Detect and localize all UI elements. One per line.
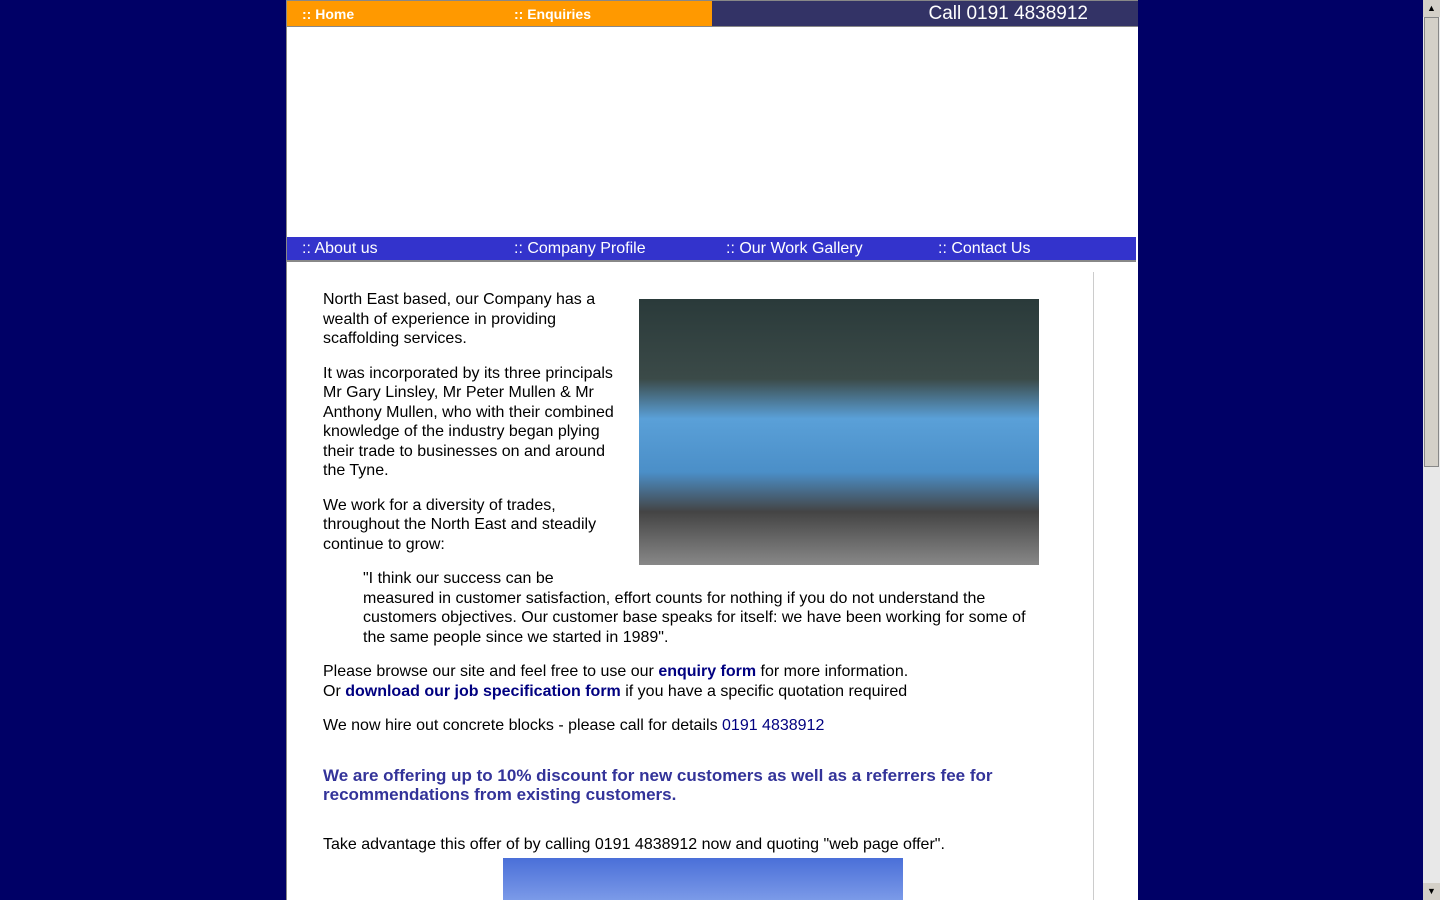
phone-number: 0191 4838912 xyxy=(722,717,825,734)
quotation-text: if you have a specific quotation required xyxy=(620,682,908,700)
history-text: It was incorporated by its three principals Mr Gary Linsley, Mr Peter Mullen & Mr Anthony Mullen, who with their combined knowledge of the industry began plying their trade to businesses on and around the Tyne. xyxy=(323,364,614,479)
enquiry-form-link[interactable]: enquiry form xyxy=(658,663,757,680)
top-bar xyxy=(287,0,1138,27)
nav-enquiries-link[interactable]: :: Enquiries xyxy=(514,6,592,22)
sky-photo xyxy=(503,858,903,900)
offer-call-text: Take advantage this offer of by calling 0191 4838912 now and quoting "web page offer". xyxy=(323,835,945,853)
nav-work-gallery[interactable]: :: Our Work Gallery xyxy=(726,240,863,257)
divider xyxy=(1093,272,1094,900)
nav-home-link[interactable]: :: Home xyxy=(302,6,355,22)
scroll-thumb[interactable] xyxy=(1424,17,1439,467)
nav-contact-us[interactable]: :: Contact Us xyxy=(938,240,1031,257)
concrete-text: We now hire out concrete blocks - please call for details xyxy=(323,717,723,734)
intro-text: North East based, our Company has a wealth of experience in providing scaffolding services. xyxy=(323,291,596,347)
or-text: Or xyxy=(323,682,346,700)
scroll-up-icon[interactable]: ▲ xyxy=(1423,0,1440,17)
main-nav xyxy=(287,237,1136,262)
scroll-down-icon[interactable]: ▼ xyxy=(1423,883,1440,900)
nav-about-us[interactable]: :: About us xyxy=(302,240,378,257)
call-number: Call 0191 4838912 xyxy=(712,1,1138,26)
nav-company-profile[interactable]: :: Company Profile xyxy=(514,240,646,257)
trades-text: We work for a diversity of trades, throughout the North East and steadily continue to grow: xyxy=(323,496,597,553)
discount-offer: We are offering up to 10% discount for new customers as well as a referrers fee for recommendations from existing customers. xyxy=(323,765,993,804)
scrollbar[interactable] xyxy=(1423,0,1440,900)
quote: "I think our success can be measured in customer satisfaction, effort counts for nothing if you do not understand the customers objectives. Our customer base speaks for itself: we have been working for some of the same people since we started in 1989". xyxy=(363,570,1026,646)
browse-text: Please browse our site and feel free to use our xyxy=(323,663,659,680)
download-form-link[interactable]: download our job specification form xyxy=(345,682,621,700)
trucks-photo xyxy=(639,299,1039,565)
page xyxy=(286,0,1138,900)
browse-text-end: for more information. xyxy=(756,663,909,680)
main-content xyxy=(323,290,1033,869)
